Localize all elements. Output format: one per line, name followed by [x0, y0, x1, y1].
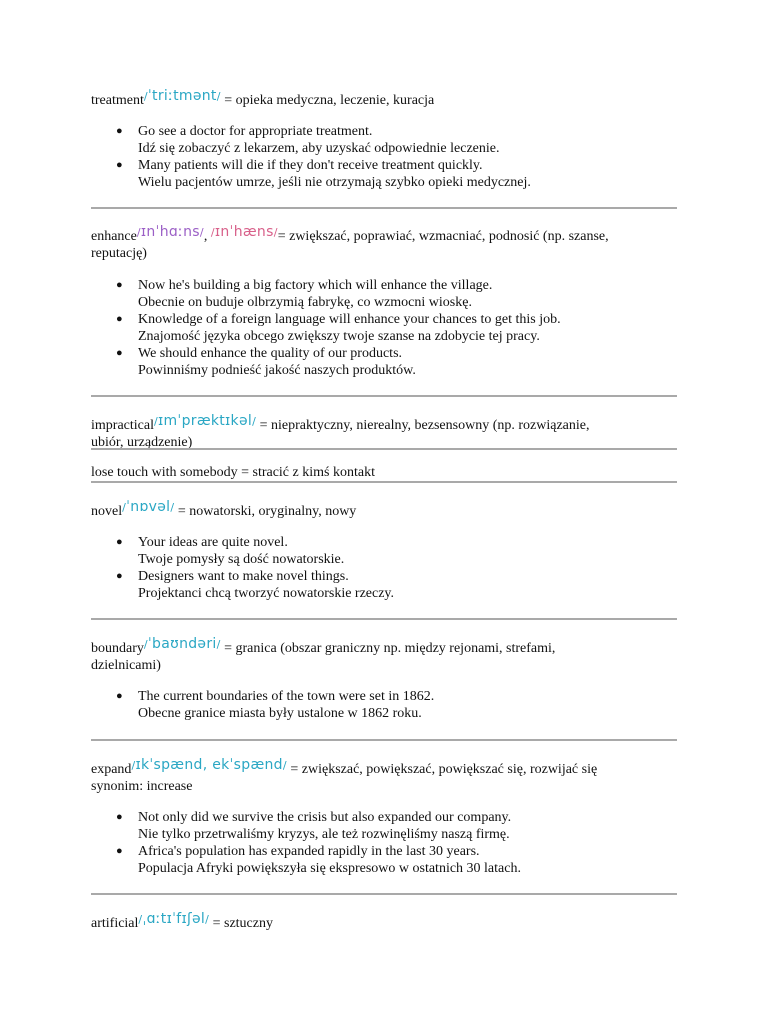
entry-headline — [91, 499, 651, 520]
entry-meaning-cont: reputację) — [91, 246, 147, 261]
example-list — [116, 123, 638, 191]
example-list — [116, 277, 638, 379]
bullet-icon: ● — [116, 690, 123, 702]
pronunciation-alt: /ɪnˈhæns/ — [210, 224, 278, 240]
entry-meaning: = zwiększać, powiększać, powiększać się, rozwijać się — [286, 762, 598, 777]
example-en: The current boundaries of the town were set in 1862. — [138, 689, 435, 704]
entry-impractical — [91, 413, 651, 451]
example-en: Knowledge of a foreign language will enhance your chances to get this job. — [138, 312, 561, 327]
entry-word: impractical — [91, 418, 154, 433]
example-pl: Obecne granice miasta były ustalone w 1862 roku. — [138, 706, 422, 721]
entry-novel — [91, 499, 651, 520]
list-item — [116, 809, 638, 843]
divider — [91, 893, 677, 895]
list-item — [116, 568, 638, 602]
entry-meaning-cont: dzielnicami) — [91, 658, 161, 673]
pronunciation: /ɪkˈspænd, ekˈspænd/ — [131, 757, 287, 773]
example-list — [116, 688, 638, 722]
entry-headline — [91, 757, 651, 795]
entry-headline: enhance/ɪnˈhɑːns/, /ɪnˈhæns/= zwiększać, poprawiać, wzmacniać, podnosić (np. szanse, reputację) — [91, 224, 609, 261]
bullet-icon: ● — [116, 536, 123, 548]
example-list — [116, 809, 638, 877]
bullet-icon: ● — [116, 125, 123, 137]
entry-headline — [91, 911, 651, 932]
bullet-icon: ● — [116, 811, 123, 823]
example-en: Many patients will die if they don't receive treatment quickly. — [138, 158, 483, 173]
list-item — [116, 688, 638, 722]
pronunciation: /ɪmˈpræktɪkəl/ — [153, 413, 257, 429]
entry-meaning: = niepraktyczny, nierealny, bezsensowny (np. rozwiązanie, — [256, 418, 590, 433]
example-en: Your ideas are quite novel. — [138, 535, 288, 550]
entry-meaning: = granica (obszar graniczny np. między rejonami, strefami, — [220, 641, 556, 656]
example-pl: Wielu pacjentów umrze, jeśli nie otrzymają szybko opieki medycznej. — [138, 175, 531, 190]
list-item — [116, 843, 638, 877]
entry-word: boundary — [91, 641, 144, 656]
example-pl: Populacja Afryki powiększyła się ekspresowo w ostatnich 30 latach. — [138, 861, 521, 876]
divider — [91, 481, 677, 483]
entry-lose-touch — [91, 464, 651, 481]
list-item — [116, 311, 638, 345]
example-pl: Projektanci chcą tworzyć nowatorskie rzeczy. — [138, 586, 395, 601]
divider — [91, 448, 677, 450]
example-pl: Znajomość języka obcego zwiększy twoje szanse na zdobycie tej pracy. — [138, 329, 540, 344]
bullet-icon: ● — [116, 570, 123, 582]
pronunciation: /ˈnɒvəl/ — [122, 499, 175, 515]
entry-enhance — [91, 224, 651, 262]
bullet-icon: ● — [116, 313, 123, 325]
pronunciation: /ˈtriːtmənt/ — [143, 88, 221, 104]
bullet-icon: ● — [116, 347, 123, 359]
list-item — [116, 277, 638, 311]
entry-phrase: lose touch with somebody = stracić z kimś kontakt — [91, 465, 375, 480]
pronunciation: /ˈbaʊndəri/ — [143, 636, 221, 652]
entry-treatment — [91, 88, 651, 109]
pronunciation: /ɪnˈhɑːns/ — [136, 224, 204, 240]
pronunciation: /ˌɑːtɪˈfɪʃəl/ — [138, 911, 210, 927]
entry-headline — [91, 636, 651, 674]
example-pl: Obecnie on buduje olbrzymią fabrykę, co wzmocni wioskę. — [138, 295, 472, 310]
example-en: Now he's building a big factory which will enhance the village. — [138, 278, 493, 293]
entry-word: enhance — [91, 229, 137, 244]
entry-artificial — [91, 911, 651, 932]
entry-word: artificial — [91, 916, 139, 931]
bullet-icon: ● — [116, 845, 123, 857]
bullet-icon: ● — [116, 279, 123, 291]
entry-headline — [91, 88, 651, 109]
example-pl: Nie tylko przetrwaliśmy kryzys, ale też rozwinęliśmy naszą firmę. — [138, 827, 510, 842]
example-en: Africa's population has expanded rapidly in the last 30 years. — [138, 844, 480, 859]
entry-meaning-cont: ubiór, urządzenie) — [91, 435, 193, 450]
divider — [91, 395, 677, 397]
example-list — [116, 534, 638, 602]
list-item — [116, 157, 638, 191]
example-en: We should enhance the quality of our products. — [138, 346, 403, 361]
divider — [91, 207, 677, 209]
list-item — [116, 534, 638, 568]
bullet-icon: ● — [116, 159, 123, 171]
example-en: Go see a doctor for appropriate treatment. — [138, 124, 373, 139]
list-item — [116, 345, 638, 379]
entry-meaning: = zwiększać, poprawiać, wzmacniać, podnosić (np. szanse, — [277, 229, 609, 244]
entry-meaning: = opieka medyczna, leczenie, kuracja — [220, 93, 435, 108]
example-pl: Powinniśmy podnieść jakość naszych produktów. — [138, 363, 416, 378]
divider — [91, 618, 677, 620]
entry-synonym: synonim: increase — [91, 779, 193, 794]
example-pl: Twoje pomysły są dość nowatorskie. — [138, 552, 345, 567]
entry-word: expand — [91, 762, 132, 777]
list-item — [116, 123, 638, 157]
entry-meaning: = nowatorski, oryginalny, nowy — [174, 504, 357, 519]
example-en: Not only did we survive the crisis but also expanded our company. — [138, 810, 512, 825]
entry-boundary — [91, 636, 651, 674]
entry-headline — [91, 413, 651, 451]
divider — [91, 739, 677, 741]
entry-expand — [91, 757, 651, 795]
example-en: Designers want to make novel things. — [138, 569, 349, 584]
entry-word: novel — [91, 504, 123, 519]
entry-word: treatment — [91, 93, 144, 108]
entry-meaning: = sztuczny — [209, 916, 273, 931]
example-pl: Idź się zobaczyć z lekarzem, aby uzyskać odpowiednie leczenie. — [138, 141, 500, 156]
